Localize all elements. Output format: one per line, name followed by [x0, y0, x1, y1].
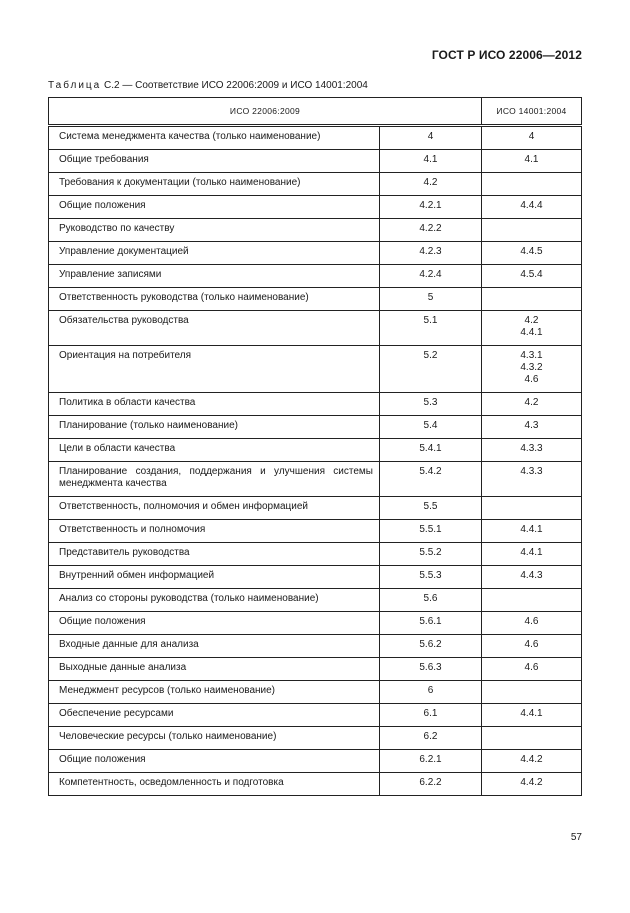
clause-name: Система менеджмента качества (только наименование) [49, 126, 380, 150]
iso14001-clause: 4.4.1 [520, 327, 543, 338]
table-row [49, 681, 582, 704]
iso14001-clause: 4.3.3 [520, 466, 543, 477]
iso22006-clause: 5.6.3 [380, 658, 482, 681]
iso14001-clauses [482, 126, 582, 150]
iso14001-clauses [482, 612, 582, 635]
iso14001-clause: 4.2 [524, 315, 539, 326]
clause-name: Ответственность руководства (только наименование) [49, 288, 380, 311]
table-row [49, 589, 582, 612]
iso14001-clause: 4.5.4 [520, 269, 543, 280]
iso22006-clause: 6.1 [380, 704, 482, 727]
table-body [49, 126, 582, 796]
clause-name: Цели в области качества [49, 439, 380, 462]
iso22006-clause: 6 [380, 681, 482, 704]
iso14001-clauses [482, 288, 582, 311]
iso14001-clauses [482, 658, 582, 681]
iso14001-clause: 4.1 [524, 154, 539, 165]
iso14001-clause: 4.3.2 [520, 362, 543, 373]
table-row [49, 727, 582, 750]
iso14001-clauses [482, 265, 582, 288]
iso14001-clause: 4.4.1 [520, 708, 543, 719]
clause-name: Менеджмент ресурсов (только наименование) [49, 681, 380, 704]
iso14001-clauses [482, 219, 582, 242]
iso14001-clauses [482, 393, 582, 416]
table-row [49, 346, 582, 393]
table-row [49, 773, 582, 796]
table-row [49, 173, 582, 196]
iso14001-clauses [482, 520, 582, 543]
iso22006-clause: 5.6.1 [380, 612, 482, 635]
iso22006-clause: 6.2.1 [380, 750, 482, 773]
iso22006-clause: 5.1 [380, 311, 482, 346]
clause-name: Общие положения [49, 750, 380, 773]
clause-name: Внутренний обмен информацией [49, 566, 380, 589]
iso14001-clauses [482, 635, 582, 658]
table-row [49, 265, 582, 288]
iso14001-clauses [482, 173, 582, 196]
iso14001-clauses [482, 416, 582, 439]
iso14001-clause: 4.4.5 [520, 246, 543, 257]
table-row [49, 242, 582, 265]
iso14001-clauses [482, 439, 582, 462]
iso22006-clause: 5.6.2 [380, 635, 482, 658]
header-iso14001: ИСО 14001:2004 [482, 98, 582, 126]
iso14001-clauses [482, 589, 582, 612]
table-row [49, 196, 582, 219]
iso14001-clause: 4 [528, 131, 535, 142]
iso14001-clause: 4.4.2 [520, 754, 543, 765]
iso14001-clauses [482, 462, 582, 497]
iso22006-clause: 5.5 [380, 497, 482, 520]
iso14001-clauses [482, 681, 582, 704]
table-row [49, 439, 582, 462]
standard-id: ГОСТ Р ИСО 22006—2012 [431, 48, 582, 62]
clause-name: Планирование создания, поддержания и улучшения системы менеджмента качества [49, 462, 380, 497]
clause-name: Обязательства руководства [49, 311, 380, 346]
iso14001-clause: 4.3 [524, 420, 539, 431]
clause-name: Выходные данные анализа [49, 658, 380, 681]
clause-name: Общие положения [49, 196, 380, 219]
iso14001-clauses [482, 750, 582, 773]
table-row [49, 393, 582, 416]
iso22006-clause: 4 [380, 126, 482, 150]
iso14001-clauses [482, 196, 582, 219]
table-caption-prefix: Таблица [48, 80, 102, 91]
clause-name: Представитель руководства [49, 543, 380, 566]
table-row [49, 520, 582, 543]
table-header-row [49, 98, 582, 126]
iso14001-clause: 4.6 [524, 639, 539, 650]
table-row [49, 311, 582, 346]
table-row [49, 635, 582, 658]
iso14001-clause: 4.2 [524, 397, 539, 408]
clause-name: Общие требования [49, 150, 380, 173]
table-row [49, 219, 582, 242]
clause-name: Человеческие ресурсы (только наименование) [49, 727, 380, 750]
clause-name: Ориентация на потребителя [49, 346, 380, 393]
iso14001-clauses [482, 566, 582, 589]
iso22006-clause: 5.2 [380, 346, 482, 393]
clause-name: Управление документацией [49, 242, 380, 265]
table-row [49, 566, 582, 589]
iso14001-clauses [482, 773, 582, 796]
table-row [49, 543, 582, 566]
iso22006-clause: 4.2.1 [380, 196, 482, 219]
iso22006-clause: 5.6 [380, 589, 482, 612]
iso22006-clause: 4.2.3 [380, 242, 482, 265]
iso14001-clause: 4.4.1 [520, 547, 543, 558]
table-row [49, 658, 582, 681]
clause-name: Политика в области качества [49, 393, 380, 416]
clause-name: Компетентность, осведомленность и подготовка [49, 773, 380, 796]
iso14001-clauses [482, 242, 582, 265]
clause-name: Требования к документации (только наименование) [49, 173, 380, 196]
iso22006-clause: 4.2 [380, 173, 482, 196]
table-row [49, 150, 582, 173]
table-caption-text: С.2 — Соответствие ИСО 22006:2009 и ИСО 14001:2004 [101, 80, 368, 91]
iso14001-clause: 4.4.2 [520, 777, 543, 788]
iso14001-clauses [482, 311, 582, 346]
correspondence-table [48, 97, 582, 796]
iso22006-clause: 6.2.2 [380, 773, 482, 796]
iso14001-clauses [482, 727, 582, 750]
iso22006-clause: 5.4.1 [380, 439, 482, 462]
clause-name: Ответственность, полномочия и обмен информацией [49, 497, 380, 520]
clause-name: Обеспечение ресурсами [49, 704, 380, 727]
iso14001-clauses [482, 346, 582, 393]
iso14001-clauses [482, 704, 582, 727]
iso22006-clause: 5.3 [380, 393, 482, 416]
iso14001-clause: 4.4.1 [520, 524, 543, 535]
iso14001-clauses [482, 543, 582, 566]
table-row [49, 126, 582, 150]
table-row [49, 704, 582, 727]
table-row [49, 416, 582, 439]
table-caption [48, 80, 368, 91]
clause-name: Планирование (только наименование) [49, 416, 380, 439]
iso22006-clause: 5.5.1 [380, 520, 482, 543]
clause-name: Общие положения [49, 612, 380, 635]
iso14001-clause: 4.4.4 [520, 200, 543, 211]
iso14001-clause: 4.3.1 [520, 350, 543, 361]
table-row [49, 288, 582, 311]
page-number: 57 [570, 832, 582, 843]
iso14001-clause: 4.4.3 [520, 570, 543, 581]
iso22006-clause: 6.2 [380, 727, 482, 750]
clause-name: Управление записями [49, 265, 380, 288]
clause-name: Входные данные для анализа [49, 635, 380, 658]
header-iso22006: ИСО 22006:2009 [49, 98, 482, 126]
iso14001-clause: 4.3.3 [520, 443, 543, 454]
clause-name: Руководство по качеству [49, 219, 380, 242]
clause-name: Анализ со стороны руководства (только наименование) [49, 589, 380, 612]
iso14001-clause: 4.6 [524, 374, 539, 385]
iso22006-clause: 5.5.2 [380, 543, 482, 566]
iso22006-clause: 5.4 [380, 416, 482, 439]
iso22006-clause: 5.5.3 [380, 566, 482, 589]
clause-name: Ответственность и полномочия [49, 520, 380, 543]
iso14001-clauses [482, 497, 582, 520]
iso14001-clause: 4.6 [524, 616, 539, 627]
iso22006-clause: 4.2.4 [380, 265, 482, 288]
table-row [49, 462, 582, 497]
iso22006-clause: 5.4.2 [380, 462, 482, 497]
iso22006-clause: 4.1 [380, 150, 482, 173]
table-row [49, 750, 582, 773]
iso22006-clause: 4.2.2 [380, 219, 482, 242]
table-row [49, 612, 582, 635]
iso14001-clauses [482, 150, 582, 173]
iso14001-clause: 4.6 [524, 662, 539, 673]
iso22006-clause: 5 [380, 288, 482, 311]
table-row [49, 497, 582, 520]
